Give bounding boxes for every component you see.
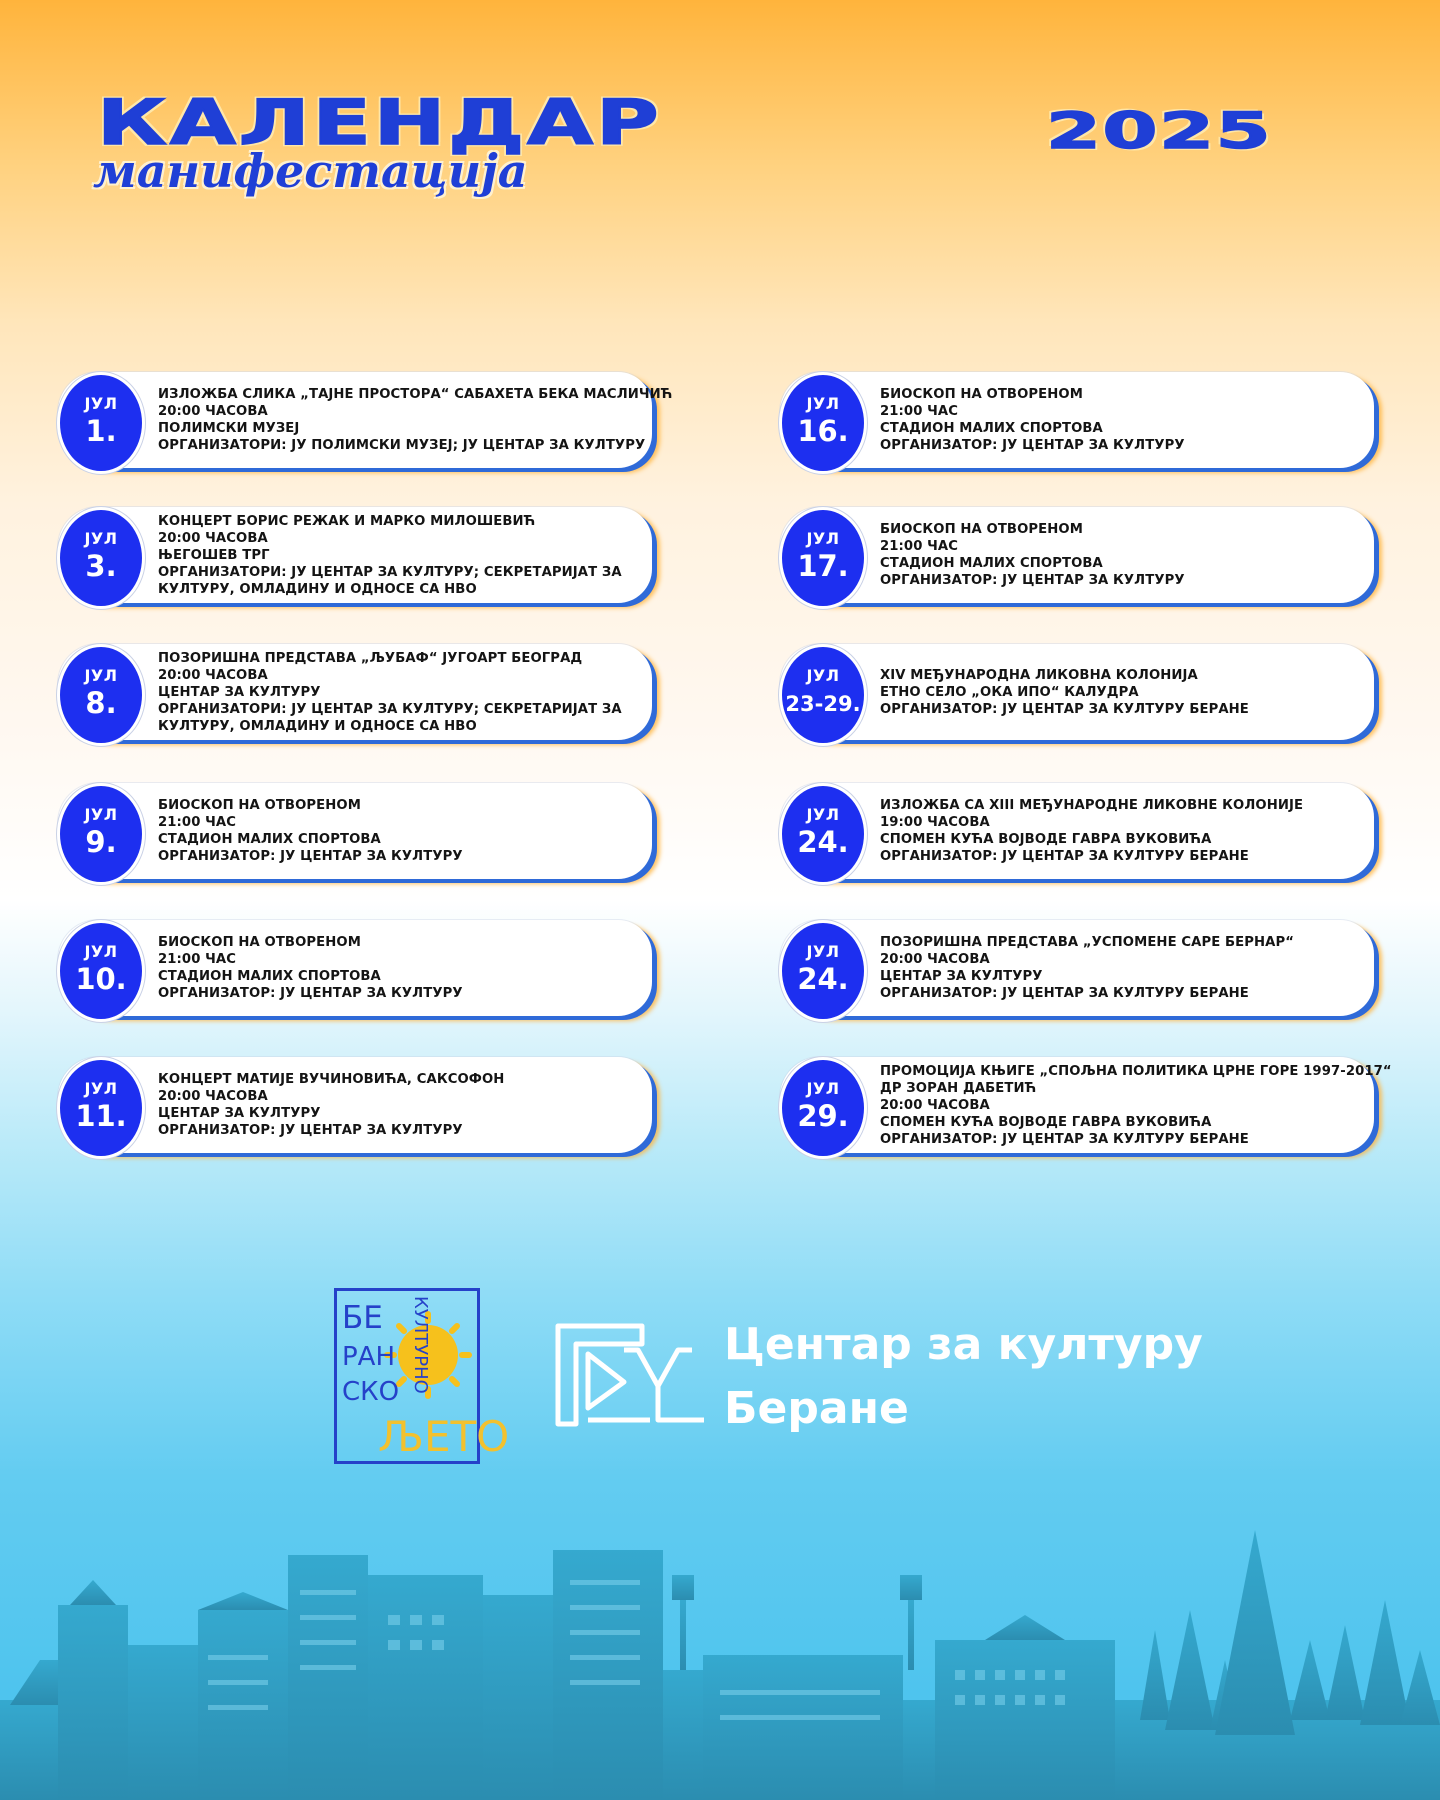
event-detail-line: ПОЗОРИШНА ПРЕДСТАВА „ЉУБАФ“ ЈУГОАРТ БЕОГРАД [158,650,583,666]
event-detail-line: ОРГАНИЗАТОР: ЈУ ЦЕНТАР ЗА КУЛТУРУ [158,849,463,864]
date-month: ЈУЛ [84,1079,118,1098]
date-badge [57,783,145,885]
date-day: 17. [797,549,849,583]
date-day: 9. [85,825,117,859]
event-card [780,1057,1392,1153]
date-day: 29. [797,1099,849,1133]
event-details [880,1057,1392,1153]
year-label: 2025 [1046,102,1273,160]
date-month: ЈУЛ [806,666,840,685]
event-detail-line: КУЛТУРУ, ОМЛАДИНУ И ОДНОСЕ СА НВО [158,718,477,734]
date-month: ЈУЛ [84,942,118,961]
event-detail-line: XIV МЕЂУНАРОДНА ЛИКОВНА КОЛОНИЈА [880,667,1198,683]
event-detail-line: СПОМЕН КУЋА ВОЈВОДЕ ГАВРА ВУКОВИЋА [880,1114,1212,1130]
event-card [58,644,652,740]
event-detail-line: 19:00 ЧАСОВА [880,815,990,830]
date-badge [779,1057,867,1159]
event-detail-line: ОРГАНИЗАТОР: ЈУ ЦЕНТАР ЗА КУЛТУРУ БЕРАНЕ [880,986,1249,1001]
event-detail-line: ПОЗОРИШНА ПРЕДСТАВА „УСПОМЕНЕ САРЕ БЕРНАР“ [880,935,1295,950]
leto-logo-vertical: КУЛТУРНО [410,1296,431,1394]
date-badge [779,783,867,885]
event-detail-line: СТАДИОН МАЛИХ СПОРТОВА [880,556,1103,571]
event-detail-line: КОНЦЕРТ МАТИЈЕ ВУЧИНОВИЋА, САКСОФОН [158,1072,505,1087]
page-subtitle: манифестација [93,144,528,198]
date-day: 23-29. [785,692,861,716]
date-day: 24. [797,825,849,859]
date-day: 24. [797,962,849,996]
event-details [880,644,1364,740]
event-detail-line: 20:00 ЧАСОВА [158,404,268,419]
date-month: ЈУЛ [806,805,840,824]
event-detail-line: 20:00 ЧАСОВА [158,667,268,683]
date-day: 1. [85,414,117,448]
event-card [780,372,1374,468]
event-details [158,372,673,468]
event-detail-line: ОРГАНИЗАТОРИ: ЈУ ПОЛИМСКИ МУЗЕЈ; ЈУ ЦЕНТАР ЗА КУЛТУРУ [158,438,646,453]
event-detail-line: ЦЕНТАР ЗА КУЛТУРУ [880,969,1043,984]
event-detail-line: 21:00 ЧАС [158,815,237,830]
event-details [880,507,1364,603]
event-detail-line: ОРГАНИЗАТОРИ: ЈУ ЦЕНТАР ЗА КУЛТУРУ; СЕКРЕТАРИЈАТ ЗА [158,701,622,717]
date-day: 8. [85,686,117,720]
event-detail-line: ОРГАНИЗАТОР: ЈУ ЦЕНТАР ЗА КУЛТУРУ БЕРАНЕ [880,849,1249,864]
event-detail-line: ИЗЛОЖБА СА XIII МЕЂУНАРОДНЕ ЛИКОВНЕ КОЛОНИЈЕ [880,798,1304,813]
event-detail-line: БИОСКОП НА ОТВОРЕНОМ [158,935,361,950]
event-card [780,920,1374,1016]
event-detail-line: 21:00 ЧАС [880,404,959,419]
event-detail-line: ОРГАНИЗАТОР: ЈУ ЦЕНТАР ЗА КУЛТУРУ [880,573,1185,588]
event-detail-line: ДР ЗОРАН ДАБЕТИЋ [880,1080,1037,1096]
event-detail-line: БИОСКОП НА ОТВОРЕНОМ [158,798,361,813]
date-month: ЈУЛ [806,942,840,961]
date-badge [57,372,145,474]
event-detail-line: 21:00 ЧАС [158,952,237,967]
date-day: 11. [75,1099,127,1133]
date-day: 10. [75,962,127,996]
event-detail-line: ПОЛИМСКИ МУЗЕЈ [158,421,300,436]
leto-logo-line-3: СКО [342,1377,400,1407]
event-card [58,372,673,468]
event-detail-line: ЕТНО СЕЛО „ОКА ИПО“ КАЛУДРА [880,684,1139,700]
date-month: ЈУЛ [84,394,118,413]
event-details [158,783,642,879]
event-detail-line: ОРГАНИЗАТОР: ЈУ ЦЕНТАР ЗА КУЛТУРУ [158,1123,463,1138]
leto-logo-line-1: БЕ [342,1300,383,1336]
event-detail-line: ПРОМОЦИЈА КЊИГЕ „СПОЉНА ПОЛИТИКА ЦРНЕ ГОРЕ 1997-2017“ [880,1063,1392,1079]
date-month: ЈУЛ [84,529,118,548]
event-detail-line: КУЛТУРУ, ОМЛАДИНУ И ОДНОСЕ СА НВО [158,581,477,597]
event-details [158,507,642,603]
event-detail-line: ЊЕГОШЕВ ТРГ [158,547,270,563]
event-detail-line: 20:00 ЧАСОВА [158,530,268,546]
event-card [58,783,652,879]
date-month: ЈУЛ [806,529,840,548]
event-detail-line: СПОМЕН КУЋА ВОЈВОДЕ ГАВРА ВУКОВИЋА [880,832,1212,847]
event-detail-line: СТАДИОН МАЛИХ СПОРТОВА [158,832,381,847]
date-day: 16. [797,414,849,448]
event-details [158,920,642,1016]
leto-logo-line-2: РАН [342,1342,396,1372]
event-detail-line: СТАДИОН МАЛИХ СПОРТОВА [880,421,1103,436]
date-month: ЈУЛ [806,394,840,413]
event-detail-line: ЦЕНТАР ЗА КУЛТУРУ [158,684,321,700]
beransko-leto-logo [334,1288,510,1464]
event-card [780,507,1374,603]
page-title: КАЛЕНДАР [97,86,662,159]
event-details [880,920,1364,1016]
event-card [58,920,652,1016]
centre-for-culture-emblem [554,1320,708,1432]
event-details [880,372,1364,468]
event-detail-line: ОРГАНИЗАТОР: ЈУ ЦЕНТАР ЗА КУЛТУРУ [158,986,463,1001]
event-detail-line: ОРГАНИЗАТОР: ЈУ ЦЕНТАР ЗА КУЛТУРУ [880,438,1185,453]
event-detail-line: ИЗЛОЖБА СЛИКА „ТАЈНЕ ПРОСТОРА“ САБАХЕТА БЕКА МАСЛИЧИЋ [158,387,673,402]
event-detail-line: ОРГАНИЗАТОР: ЈУ ЦЕНТАР ЗА КУЛТУРУ БЕРАНЕ [880,701,1249,717]
event-detail-line: ОРГАНИЗАТОРИ: ЈУ ЦЕНТАР ЗА КУЛТУРУ; СЕКРЕТАРИЈАТ ЗА [158,564,622,580]
event-detail-line: 20:00 ЧАСОВА [880,952,990,967]
event-detail-line: КОНЦЕРТ БОРИС РЕЖАК И МАРКО МИЛОШЕВИЋ [158,513,536,529]
event-card [780,783,1374,879]
event-detail-line: 21:00 ЧАС [880,539,959,554]
event-details [158,1057,642,1153]
event-detail-line: ЦЕНТАР ЗА КУЛТУРУ [158,1106,321,1121]
date-badge [779,920,867,1022]
date-badge [779,644,867,746]
event-detail-line: БИОСКОП НА ОТВОРЕНОМ [880,522,1083,537]
date-month: ЈУЛ [84,805,118,824]
event-detail-line: БИОСКОП НА ОТВОРЕНОМ [880,387,1083,402]
event-details [880,783,1364,879]
date-badge [779,507,867,609]
leto-logo-bottom: ЉЕТО [378,1412,510,1461]
date-badge [57,644,145,746]
date-month: ЈУЛ [806,1079,840,1098]
date-badge [57,1057,145,1159]
date-badge [57,920,145,1022]
event-card [58,507,652,603]
centre-name [724,1313,1203,1441]
city-skyline [0,1520,1440,1800]
event-card [780,644,1374,740]
event-card [58,1057,652,1153]
centre-name-line-1: Центар за културу [724,1319,1203,1370]
event-detail-line: 20:00 ЧАСОВА [880,1097,990,1113]
centre-name-line-2: Беране [724,1383,909,1434]
event-details [158,644,642,740]
date-badge [57,507,145,609]
date-badge [779,372,867,474]
date-day: 3. [85,549,117,583]
event-detail-line: СТАДИОН МАЛИХ СПОРТОВА [158,969,381,984]
event-detail-line: 20:00 ЧАСОВА [158,1089,268,1104]
date-month: ЈУЛ [84,666,118,685]
event-detail-line: ОРГАНИЗАТОР: ЈУ ЦЕНТАР ЗА КУЛТУРУ БЕРАНЕ [880,1131,1249,1147]
